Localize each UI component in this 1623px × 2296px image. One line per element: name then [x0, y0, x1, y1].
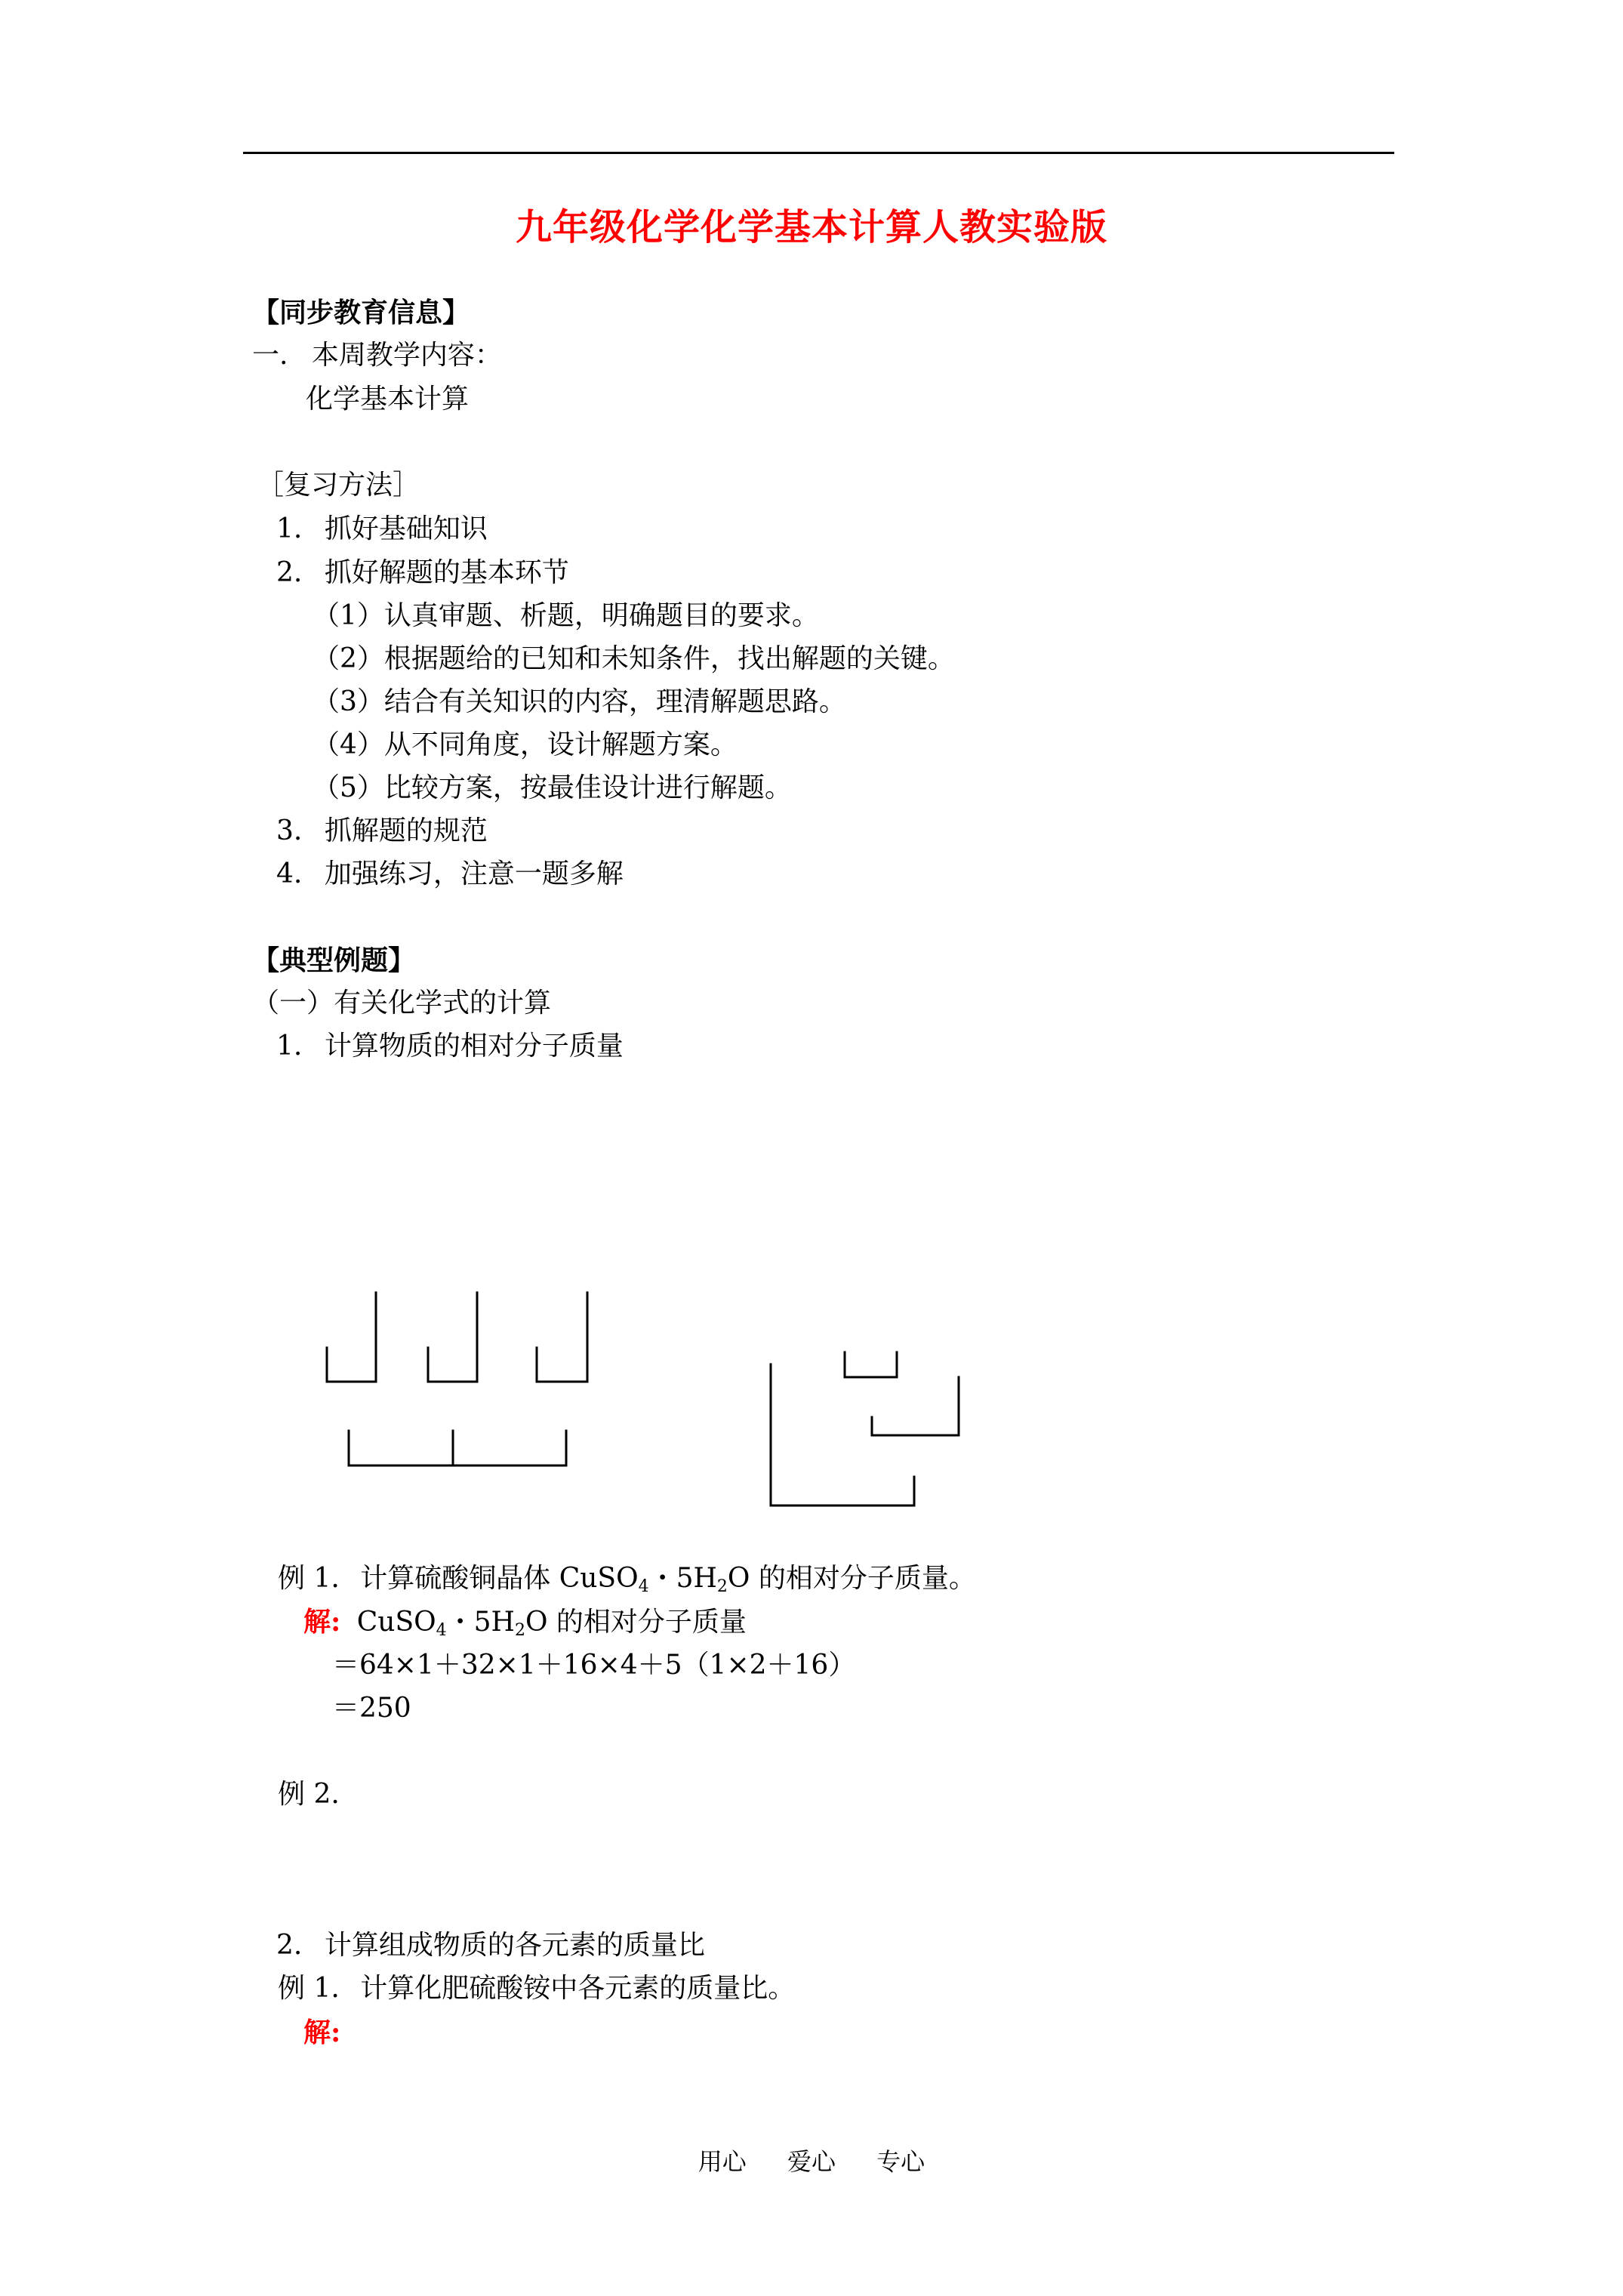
footer-text: 专心 [876, 2147, 925, 2176]
example-question-text: O 的相对分子质量。 [727, 1563, 976, 1594]
bracket-shape [872, 1377, 959, 1435]
solution-text: O 的相对分子质量 [525, 1607, 747, 1638]
header-rule [243, 152, 1394, 154]
solution-step: ＝250 [332, 1693, 411, 1724]
examples-item-num: 1. [276, 1031, 303, 1062]
footer-text: 爱心 [787, 2147, 836, 2176]
section-one-topic: 化学基本计算 [306, 384, 470, 415]
section-one-text: 本周教学内容： [311, 340, 502, 371]
review-subitem: （5）比较方案，按最佳设计进行解题。 [313, 772, 792, 803]
examples-item-text: 计算物质的相对分子质量 [324, 1031, 624, 1062]
review-item-text: 抓解题的规范 [324, 815, 488, 846]
review-item [276, 513, 488, 546]
examples-part-one: （一）有关化学式的计算 [252, 988, 552, 1019]
subscript: 4 [436, 1621, 447, 1640]
examples-item-num: 2. [276, 1930, 303, 1961]
bracket-shape [428, 1293, 477, 1382]
solution-step: ＝64×1＋32×1＋16×4＋5（1×2＋16） [332, 1650, 856, 1681]
review-item-num: 1. [276, 513, 303, 544]
review-item-num: 2. [276, 557, 303, 588]
solution-label: 解: [303, 2017, 341, 2048]
review-item-text: 抓好解题的基本环节 [324, 557, 569, 588]
review-heading: ［复习方法］ [257, 470, 420, 501]
examples-item-one [276, 1030, 624, 1063]
examples-item-two [276, 1929, 705, 1962]
bracket-shape [349, 1431, 566, 1465]
examples-item-text: 计算组成物质的各元素的质量比 [324, 1930, 705, 1961]
review-subitem: （3）结合有关知识的内容，理清解题思路。 [313, 686, 846, 717]
page-title: 九年级化学化学基本计算人教实验版 [515, 206, 1107, 248]
section-one-label: 一. [252, 340, 288, 371]
solution-text: ・5H [446, 1607, 515, 1638]
example-three-question [278, 1972, 795, 2005]
review-item [276, 815, 488, 848]
review-item [276, 556, 569, 590]
example-three-solution [303, 2016, 340, 2050]
review-item-text: 加强练习，注意一题多解 [324, 858, 624, 889]
bracket-shape [771, 1364, 914, 1505]
review-item-text: 抓好基础知识 [324, 513, 488, 544]
example-label: 例 1. [278, 1563, 340, 1594]
example-question-text: 计算化肥硫酸铵中各元素的质量比。 [360, 1973, 796, 2004]
bracket-shape [537, 1293, 587, 1382]
solution-text: CuSO [356, 1607, 436, 1638]
sync-info-heading: 【同步教育信息】 [252, 297, 470, 328]
solution-label: 解: [303, 1606, 341, 1638]
section-one [252, 339, 502, 372]
bracket-shape [845, 1352, 897, 1377]
subscript: 4 [638, 1577, 649, 1596]
example-one-solution [303, 1605, 747, 1639]
examples-heading: 【典型例题】 [252, 945, 416, 976]
example-question-text: ・5H [648, 1563, 717, 1594]
review-item-num: 3. [276, 815, 303, 846]
example-one-question [278, 1562, 976, 1595]
review-subitem: （1）认真审题、析题，明确题目的要求。 [313, 600, 819, 631]
review-subitem: （4）从不同角度，设计解题方案。 [313, 729, 738, 760]
subscript: 2 [514, 1621, 525, 1640]
footer-text: 用心 [698, 2147, 747, 2176]
review-item-num: 4. [276, 858, 303, 889]
bracket-shape [327, 1293, 376, 1382]
subscript: 2 [716, 1577, 728, 1596]
page-footer [0, 2143, 1623, 2177]
example-two-label: 例 2. [278, 1779, 340, 1810]
review-item [276, 858, 624, 891]
example-label: 例 1. [278, 1973, 340, 2004]
example-question-text: 计算硫酸铜晶体 CuSO [360, 1563, 639, 1594]
review-subitem: （2）根据题给的已知和未知条件，找出解题的关键。 [313, 643, 955, 674]
